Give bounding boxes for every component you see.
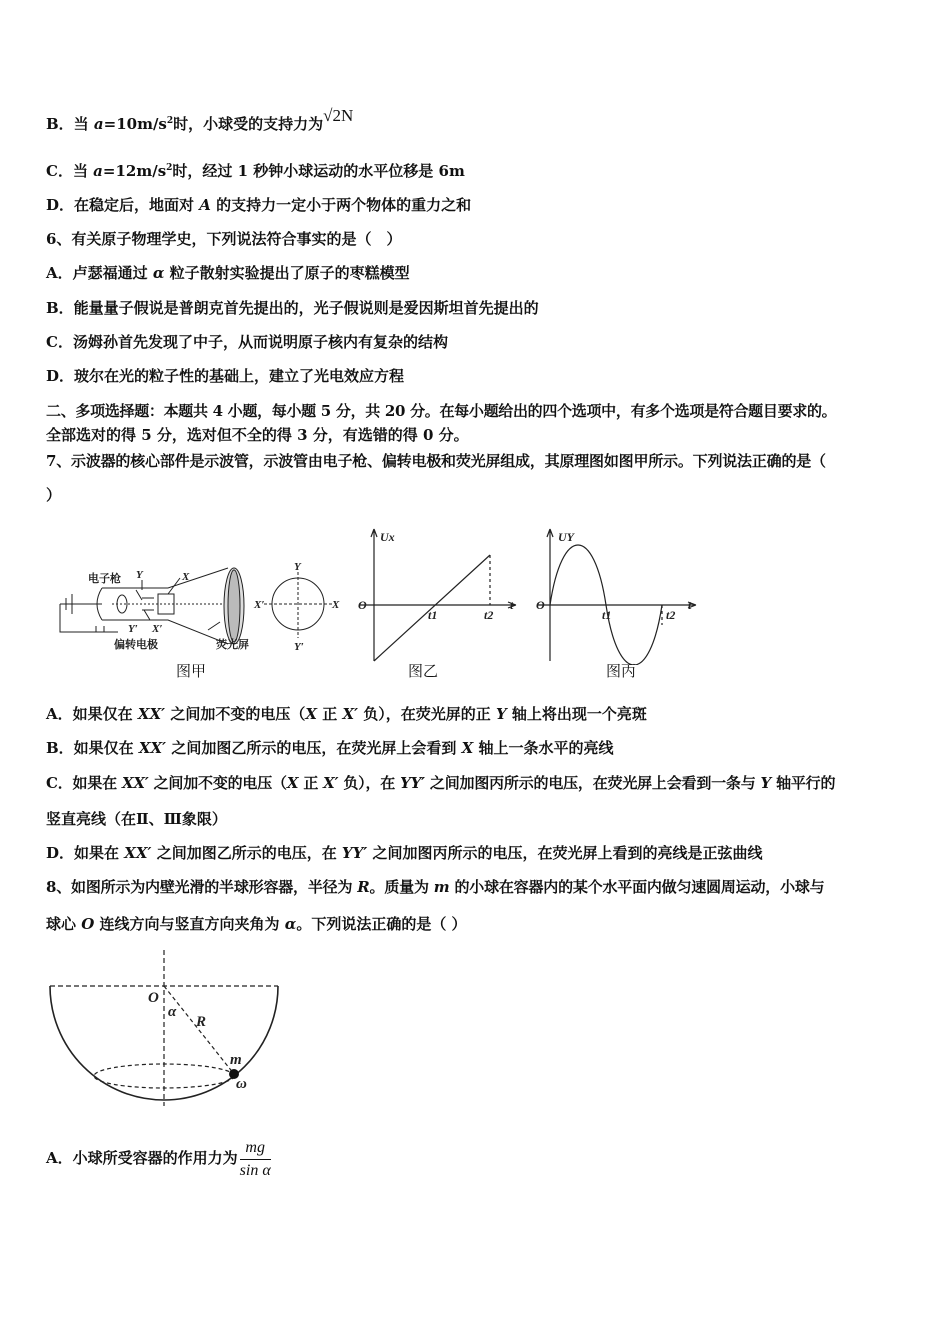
label-fluorescent-screen: 荧光屏 (216, 639, 249, 651)
q7-option-c: C．如果在 XX′ 之间加不变的电压（X 正 X′ 负），在 YY′ 之间加图丙所示的电压，在荧光屏上会看到一条与 Y 轴平行的 (46, 774, 836, 792)
fraction-mg-over-sin-alpha: $\frac{mg}{\text{sin α}}$ (239, 1138, 271, 1179)
label-screen-xp: X′ (254, 599, 265, 611)
q7-option-c-cont: 竖直亮线（在Ⅱ、Ⅲ象限） (46, 810, 227, 828)
q7-option-a: A．如果仅在 XX′ 之间加不变的电压（X 正 X′ 负），在荧光屏的正 Y 轴上将出现一个亮斑 (46, 705, 647, 723)
q5-option-d: D．在稳定后，地面对 A 的支持力一定小于两个物体的重力之和 (46, 196, 472, 214)
label-screen-x: X (332, 599, 340, 611)
label-yp-plate: Y′ (128, 623, 138, 635)
label-t2-3: t2 (666, 608, 676, 622)
section2-heading-line2: 全部选对的得 5 分，选对但不全的得 3 分，有选错的得 0 分。 (46, 426, 469, 444)
label-t1-2: t1 (428, 608, 438, 622)
label-center-o: O (148, 990, 159, 1006)
q6-option-d: D．玻尔在光的粒子性的基础上，建立了光电效应方程 (46, 367, 405, 385)
label-ux: Ux (380, 530, 395, 544)
figure-oscilloscope-tube (58, 560, 348, 660)
q5-option-c: C．当 $a=12m/s^2$时，经过 1 秒钟小球运动的水平位移是 6m (46, 162, 465, 180)
q7-option-b: B．如果仅在 XX′ 之间加图乙所示的电压，在荧光屏上会看到 X 轴上一条水平的亮线 (46, 739, 614, 757)
label-y-plate: Y (136, 569, 143, 581)
label-t2-2: t2 (484, 608, 494, 622)
label-origin-3: O (536, 598, 545, 612)
label-uy: UY (558, 530, 574, 544)
label-mass-m: m (230, 1052, 242, 1068)
q8-option-a: A．小球所受容器的作用力为 $\frac{mg}{\text{sin α}}$ (46, 1138, 271, 1179)
figure-ux-ramp (356, 525, 526, 665)
label-xp-plate: X′ (152, 623, 163, 635)
q8-stem: 8、如图所示为内壁光滑的半球形容器，半径为 R。质量为 m 的小球在容器内的某个水平面内做匀速圆周运动，小球与 (46, 878, 825, 896)
label-radius-r: R (196, 1014, 207, 1030)
label-screen-y: Y (294, 561, 301, 573)
caption-figure-jia: 图甲 (176, 662, 207, 680)
label-t-3: t (688, 598, 692, 612)
label-t-2: t (510, 598, 514, 612)
label-x-plate: X (182, 571, 190, 583)
section2-heading-line1: 二、多项选择题：本题共 4 小题，每小题 5 分，共 20 分。在每小题给出的四个选项中，有多个选项是符合题目要求的。 (46, 402, 837, 420)
label-t1-3: t1 (602, 608, 612, 622)
label-alpha: α (168, 1004, 177, 1020)
q7-option-d: D．如果在 XX′ 之间加图乙所示的电压，在 YY′ 之间加图丙所示的电压，在荧光屏上看到的亮线是正弦曲线 (46, 844, 763, 862)
label-electron-gun: 电子枪 (88, 573, 121, 585)
figure-hemisphere-bowl (44, 948, 284, 1108)
q6-stem: 6、有关原子物理学史，下列说法符合事实的是（ ） (46, 230, 402, 248)
caption-figure-bing: 图丙 (606, 662, 637, 680)
figure-uy-sine (536, 525, 706, 665)
q7-stem: 7、示波器的核心部件是示波管，示波管由电子枪、偏转电极和荧光屏组成，其原理图如图甲所示。下列说法正确的是（ (46, 452, 826, 470)
label-deflection-electrode: 偏转电极 (114, 639, 158, 651)
q6-option-b: B．能量量子假说是普朗克首先提出的，光子假说则是爱因斯坦首先提出的 (46, 299, 539, 317)
sqrt2-newton: √2N (323, 106, 354, 125)
q6-option-a: A．卢瑟福通过 α 粒子散射实验提出了原子的枣糕模型 (46, 264, 410, 282)
label-omega: ω (236, 1076, 247, 1092)
q7-stem-close: ） (46, 486, 62, 504)
label-origin-2: O (358, 598, 367, 612)
q5-option-b: B．当 $a=10m/s^2$时，小球受的支持力为√2N (46, 106, 354, 133)
q6-option-c: C．汤姆孙首先发现了中子，从而说明原子核内有复杂的结构 (46, 333, 448, 351)
q8-stem-cont: 球心 O 连线方向与竖直方向夹角为 α。下列说法正确的是（ ） (46, 915, 467, 933)
label-screen-yp: Y′ (294, 641, 304, 653)
caption-figure-yi: 图乙 (408, 662, 439, 680)
